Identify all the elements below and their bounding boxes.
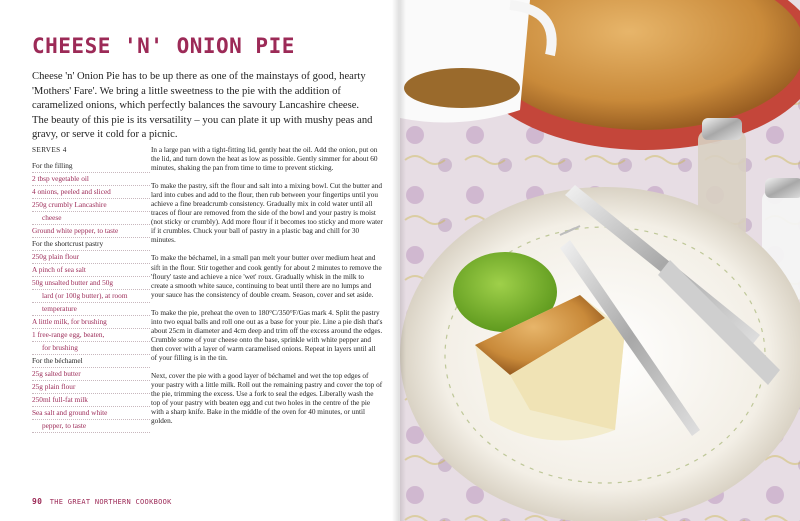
ingredient-section-heading: For the filling xyxy=(32,160,150,173)
ingredients-list xyxy=(32,146,150,433)
ingredient-item: pepper, to taste xyxy=(32,420,150,433)
serves-label: SERVES 4 xyxy=(32,146,67,154)
ingredient-item: 2 tbsp vegetable oil xyxy=(32,173,150,186)
ingredient-item: 4 onions, peeled and sliced xyxy=(32,186,150,199)
ingredient-item: lard (or 100g butter), at room xyxy=(32,290,150,303)
right-page xyxy=(400,0,800,521)
ingredient-section-heading: For the shortcrust pastry xyxy=(32,238,150,251)
ingredient-lines xyxy=(32,160,150,433)
recipe-title: CHEESE 'N' ONION PIE xyxy=(32,34,295,58)
ingredient-item: temperature xyxy=(32,303,150,316)
method-paragraph: To make the pastry, sift the flour and salt into a mixing bowl. Cut the butter and lard into cubes and add to the flour, then rub between your fingertips until you achieve a fine breadcrumb consistency. Gradually mix in cold water until all traces of flour are removed from the side of the bowl and your pastry is moist (not sticky or crumbly). Add more flour if it becomes too sticky and more water if it crumbles. Chuck your ball of pastry in a plastic bag and chill for 30 minutes. xyxy=(151,182,383,245)
ingredient-item: Sea salt and ground white xyxy=(32,407,150,420)
method-paragraph: To make the pie, preheat the oven to 180°C/350°F/Gas mark 4. Split the pastry into two equal balls and roll one out as a base for your pie. Line a pie dish that's about 25cm in diameter and 4cm deep and trim off the excess around the edges. Crumble some of your cheese onto the base, sprinkle with white pepper and then cover with a layer of warm caramelised onions. Repeat in layers until all of your filling is in the tin. xyxy=(151,308,383,362)
ingredient-item: 250g plain flour xyxy=(32,251,150,264)
ingredient-item: 1 free-range egg, beaten, xyxy=(32,329,150,342)
page-number: 90 xyxy=(32,497,43,506)
book-title: THE GREAT NORTHERN COOKBOOK xyxy=(49,498,172,506)
ingredient-item: A little milk, for brushing xyxy=(32,316,150,329)
ingredient-item: 50g unsalted butter and 50g xyxy=(32,277,150,290)
pie-photo xyxy=(400,0,800,521)
method-text xyxy=(151,146,383,435)
ingredient-item: Ground white pepper, to taste xyxy=(32,225,150,238)
ingredient-item: 250ml full-fat milk xyxy=(32,394,150,407)
ingredient-item: cheese xyxy=(32,212,150,225)
ingredient-item: 250g crumbly Lancashire xyxy=(32,199,150,212)
ingredient-section-heading: For the béchamel xyxy=(32,355,150,368)
method-paragraph: In a large pan with a tight-fitting lid, gently heat the oil. Add the onion, put on the lid, and turn down the heat as low as possible. Gently simmer for about 60 minutes, shaking the pan from time to time to prevent sticking. xyxy=(151,146,378,173)
method-paragraph: Next, cover the pie with a good layer of béchamel and wet the top edges of your pastry with a little milk. Roll out the remaining pastry and cover the top of the pie, trimming the excess. Use a fork to seal the edges. Liberally wash the top of your pastry with beaten egg and cut two holes in the centre of the pie with a sharp knife. Bake in the middle of the oven for 40 minutes, or until golden. xyxy=(151,371,383,426)
ingredient-item: 25g salted butter xyxy=(32,368,150,381)
ingredient-item: A pinch of sea salt xyxy=(32,264,150,277)
method-paragraph: To make the béchamel, in a small pan melt your butter over medium heat and sift in the flour. Stir together and cook gently for about 2 minutes to remove the 'floury' taste and achieve a nice 'wet' roux. Gradually whisk in the milk to create a smooth white sauce, continuing to beat until there are no lumps and your sauce has the consistency of double cream. Season, cover and set aside. xyxy=(151,254,382,299)
ingredient-item: 25g plain flour xyxy=(32,381,150,394)
recipe-intro: Cheese 'n' Onion Pie has to be up there as one of the mainstays of good, hearty 'Mothers' Fare'. We bring a little sweetness to the pie with the addition of caramelized onions, which perfectly balances the savoury Lancashire cheese. The beauty of this pie is its versatility – you can plate it up with mushy peas and gravy, or serve it cold for a picnic. xyxy=(32,71,373,141)
page-footer xyxy=(32,497,172,506)
ingredient-item: for brushing xyxy=(32,342,150,355)
